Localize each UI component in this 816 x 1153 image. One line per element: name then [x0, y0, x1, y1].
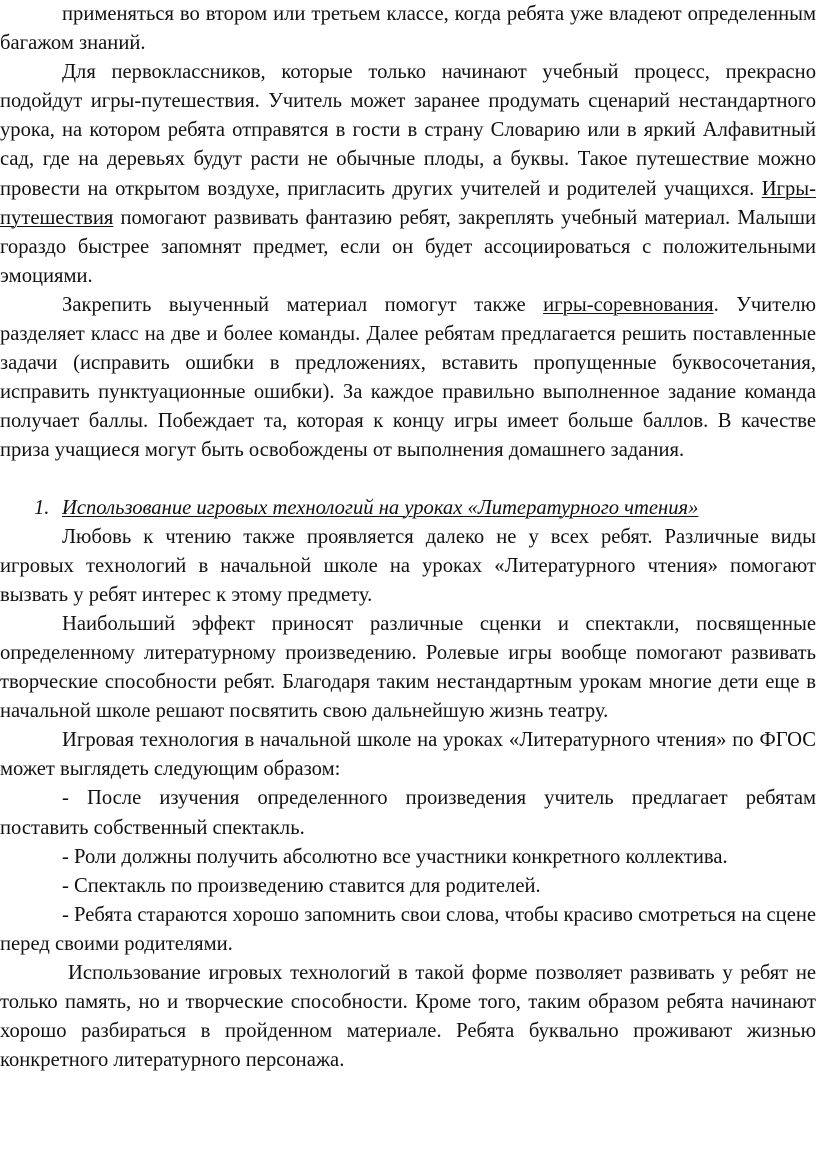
paragraph-competition-games	[0, 291, 816, 466]
blank-line	[0, 466, 816, 494]
list-item: - Спектакль по произведению ставится для родителей.	[62, 874, 541, 897]
paragraph-text: . Учителю разделяет класс на две и более команды. Далее ребятам предлагается решить поставленные задачи (исправить ошибки в предложениях, вставить пропущенные буквосочетания, исправить пунктуационные ошибки). За каждое правильно выполненное задание команда получает баллы. Побеждает та, которая к концу игры имеет больше баллов. В качестве приза учащиеся могут быть освобождены от выполнения домашнего задания.	[0, 293, 816, 462]
paragraph-continuation: применяться во втором или третьем классе, когда ребята уже владеют определенным багажом знаний.	[0, 3, 816, 55]
paragraph-text: помогают развивать фантазию ребят, закреплять учебный материал. Малыши гораздо быстрее запомнят предмет, если он будет ассоциироваться с положительными эмоциями.	[0, 206, 816, 287]
section-heading	[0, 494, 816, 523]
list-item: - Ребята стараются хорошо запомнить свои слова, чтобы красиво смотреться на сцене перед своими родителями.	[0, 903, 816, 955]
paragraph-travel-games	[0, 58, 816, 291]
paragraph-text: Закрепить выученный материал помогут также	[62, 293, 544, 316]
list-item: - После изучения определенного произведения учитель предлагает ребятам поставить собственный спектакль.	[0, 787, 816, 839]
paragraph-conclusion: Использование игровых технологий в такой форме позволяет развивать у ребят не только память, но и творческие способности. Кроме того, таким образом ребята начинают хорошо разбираться в пройденном материале. Ребята буквально проживают жизнью конкретного литературного персонажа.	[0, 962, 816, 1072]
heading-title: Использование игровых технологий на уроках «Литературного чтения»	[62, 496, 699, 519]
term-travel-games: Игры-путешествия	[0, 177, 816, 229]
paragraph-scenes: Наибольший эффект приносят различные сценки и спектакли, посвященные определенному литературному произведению. Ролевые игры вообще помогают развивать творческие способности ребят. Благодаря таким нестандартным урокам многие дети еще в начальной школе решают посвятить свою дальнейшую жизнь театру.	[0, 612, 816, 723]
list-item: - Роли должны получить абсолютно все участники конкретного коллектива.	[62, 845, 728, 868]
paragraph-reading-love: Любовь к чтению также проявляется далеко не у всех ребят. Различные виды игровых технологий в начальной школе на уроках «Литературного чтения» помогают вызвать у ребят интерес к этому предмету.	[0, 525, 816, 606]
paragraph-text: Для первоклассников, которые только начинают учебный процесс, прекрасно подойдут игры-путешествия. Учитель может заранее продумать сценарий нестандартного урока, на котором ребята отправятся в гости в страну Словарию или в яркий Алфавитный сад, где на деревьях будут расти не обычные плоды, а буквы. Такое путешествие можно провести на открытом воздухе, пригласить других учителей и родителей учащихся.	[0, 61, 816, 200]
paragraph-fgos: Игровая технология в начальной школе на уроках «Литературного чтения» по ФГОС может выглядеть следующим образом:	[0, 729, 816, 781]
heading-number: 1.	[34, 496, 50, 519]
term-competition-games: игры-соревнования	[543, 293, 714, 316]
